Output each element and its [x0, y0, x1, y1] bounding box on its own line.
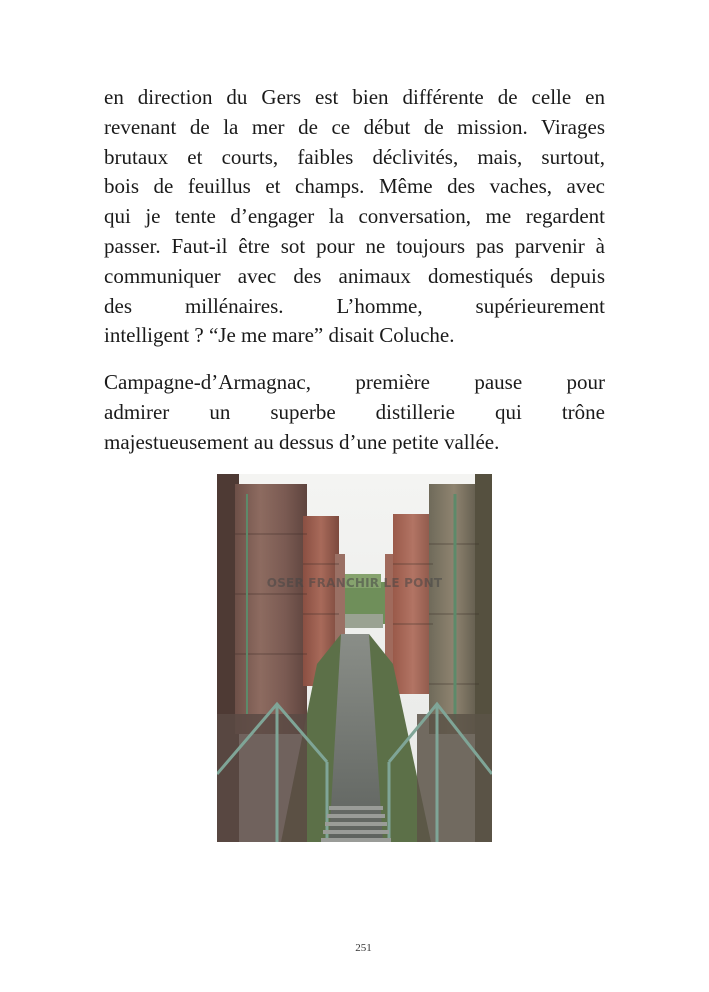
photo-watermark: OSER FRANCHIR LE PONT: [266, 576, 443, 590]
body-paragraph: [104, 368, 605, 457]
text-line: majestueusement au dessus d’une petite vallée.: [104, 429, 500, 454]
distillery-photo: [217, 474, 492, 842]
page-number: 251: [355, 942, 372, 954]
text-line: des millénaires. L’homme, supérieurement: [104, 293, 605, 318]
text-line: communiquer avec des animaux domestiqués depuis: [104, 263, 605, 288]
text-line: brutaux et courts, faibles déclivités, mais, surtout,: [104, 144, 605, 169]
text-line: en direction du Gers est bien différente de celle en: [104, 85, 605, 109]
text-line: Campagne-d’Armagnac, première pause pour: [104, 370, 605, 394]
text-line: qui je tente d’engager la conversation, me regardent: [104, 204, 605, 229]
text-line: admirer un superbe distillerie qui trône: [104, 399, 605, 424]
photo-distillery-tanks-icon: [217, 474, 492, 842]
body-paragraph: [104, 83, 605, 351]
text-line: bois de feuillus et champs. Même des vaches, avec: [104, 174, 605, 199]
text-line: intelligent ? “Je me mare” disait Coluche.: [104, 323, 455, 348]
text-line: revenant de la mer de ce début de mission. Virages: [104, 114, 605, 139]
text-line: passer. Faut-il être sot pour ne toujours pas parvenir à: [104, 233, 605, 258]
